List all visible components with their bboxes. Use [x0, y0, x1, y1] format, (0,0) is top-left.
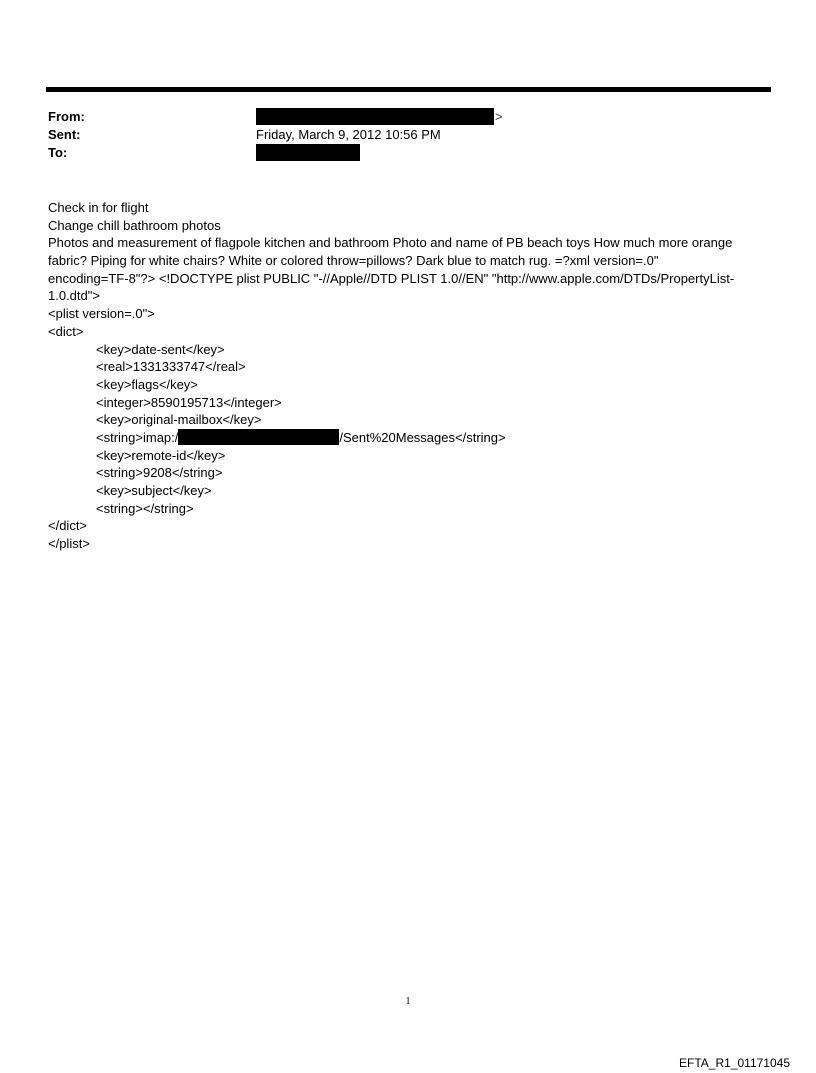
body-line: Photos and measurement of flagpole kitchen and bathroom Photo and name of PB beach toys How much more orange — [48, 235, 733, 251]
dict-line: <key>flags</key> — [96, 376, 198, 392]
imap-prefix: <string>imap:/ — [96, 429, 179, 445]
redaction-box — [256, 108, 494, 125]
dict-line: <key>date-sent</key> — [96, 341, 225, 357]
body-line: <dict> — [48, 323, 84, 339]
dict-line: <real>1331333747</real> — [96, 359, 246, 375]
dict-line: <key>original-mailbox</key> — [96, 412, 262, 428]
document-id: EFTA_R1_01171045 — [679, 1056, 790, 1070]
from-label: From: — [48, 109, 85, 124]
sent-value: Friday, March 9, 2012 10:56 PM — [256, 127, 441, 142]
from-value — [256, 108, 503, 126]
redaction-box — [178, 429, 339, 445]
imap-suffix: /Sent%20Messages</string> — [339, 429, 506, 445]
dict-line: <integer>8590195713</integer> — [96, 394, 282, 410]
dict-line: <key>subject</key> — [96, 483, 212, 498]
imap-line — [48, 429, 770, 447]
from-suffix: > — [495, 109, 503, 124]
page-number: 1 — [405, 996, 411, 1007]
from-row — [48, 108, 768, 126]
email-body — [48, 199, 770, 553]
body-line: 1.0.dtd"> — [48, 288, 100, 304]
body-line: </dict> — [48, 518, 88, 534]
body-line: Check in for flight — [48, 200, 149, 215]
header-rule — [46, 87, 771, 92]
body-line: <plist version=.0"> — [48, 306, 155, 322]
to-row — [48, 144, 768, 162]
to-label: To: — [48, 145, 68, 160]
to-value — [256, 144, 360, 162]
dict-line: <key>remote-id</key> — [96, 447, 226, 463]
sent-label: Sent: — [48, 127, 81, 142]
dict-line: <string></string> — [96, 500, 194, 516]
body-line: </plist> — [48, 536, 90, 552]
email-header — [48, 108, 768, 162]
dict-line: <string>9208</string> — [96, 465, 223, 481]
sent-row — [48, 126, 768, 144]
body-line: encoding=TF-8"?> <!DOCTYPE plist PUBLIC "-//Apple//DTD PLIST 1.0//EN" "http://www.apple.com/DTDs/PropertyList- — [48, 270, 735, 286]
redaction-box — [256, 144, 360, 161]
body-line: fabric? Piping for white chairs? White or colored throw=pillows? Dark blue to match rug. =?xml version=.0" — [48, 253, 659, 269]
body-line: Change chill bathroom photos — [48, 217, 221, 233]
